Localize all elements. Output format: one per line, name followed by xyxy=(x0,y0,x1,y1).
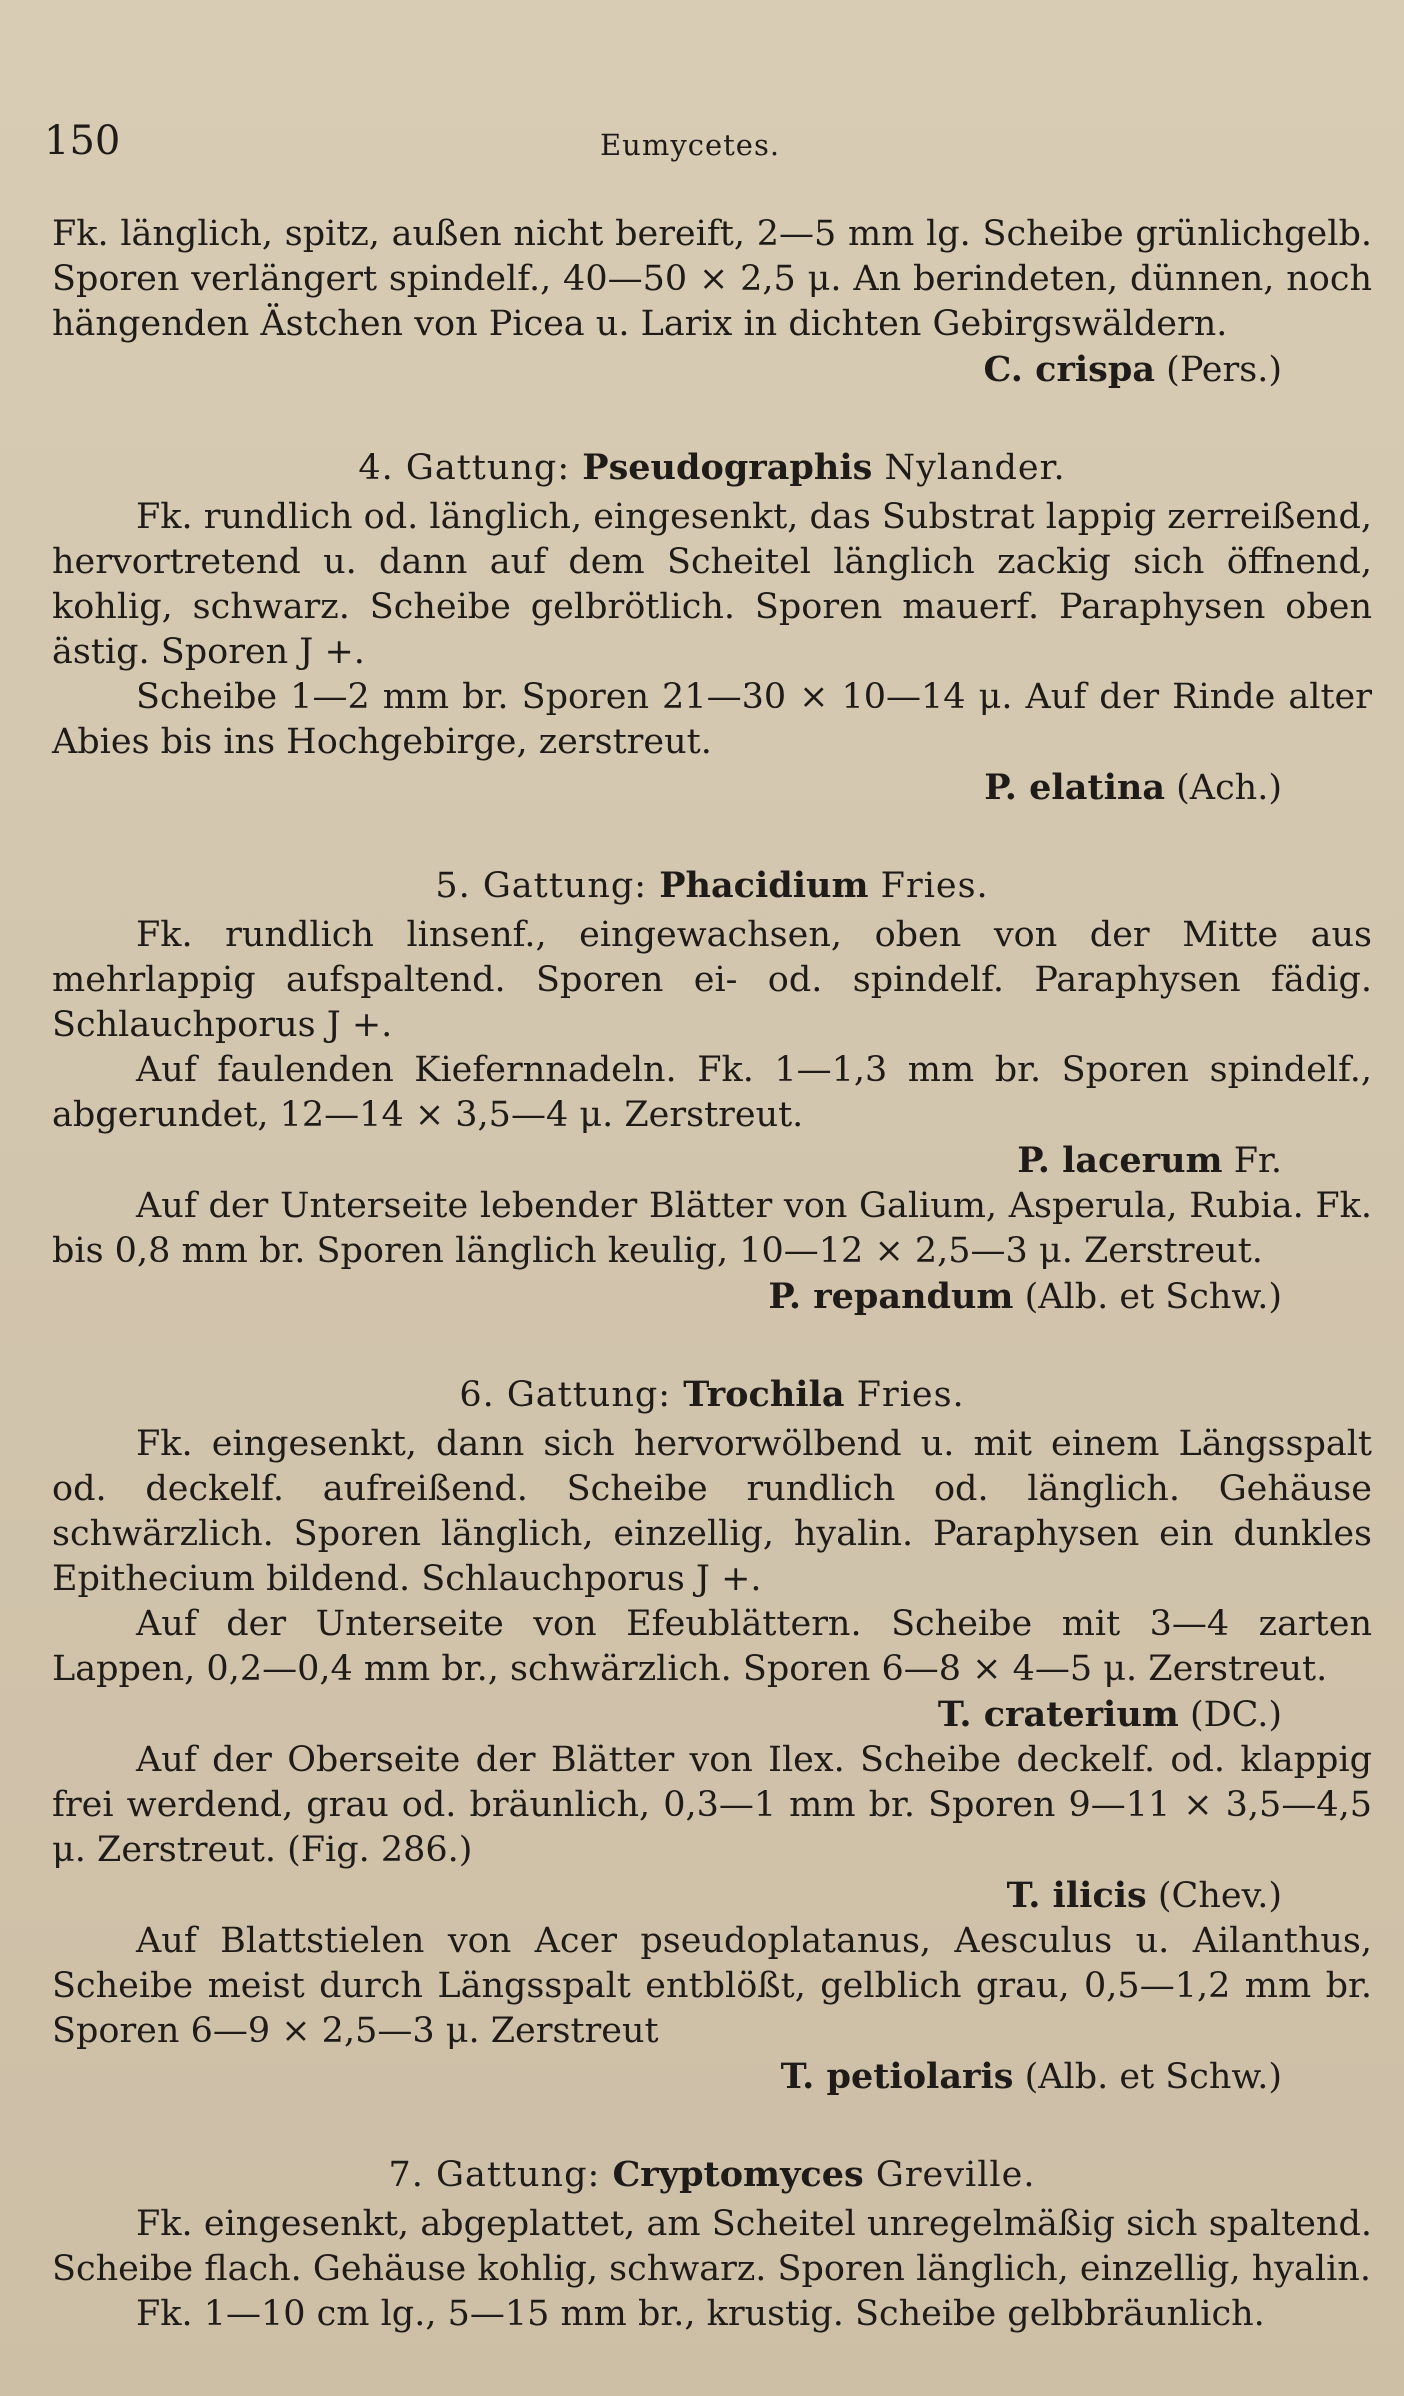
genus-description: Fk. eingesenkt, abgeplattet, am Scheitel unregelmäßig sich spaltend. Scheibe flach. Gehäuse kohlig, schwarz. Sporen länglich, einzellig, hyalin. xyxy=(52,2204,1372,2289)
species-name: P. lacerum xyxy=(1017,1140,1223,1181)
species-entry xyxy=(52,1048,1372,1184)
species-signature xyxy=(52,1692,1372,1738)
species-entry xyxy=(52,1184,1372,1320)
species-entry xyxy=(52,1738,1372,1919)
species-text: Auf Blattstielen von Acer pseudoplatanus, Aesculus u. Ailanthus, Scheibe meist durch Längsspalt entblößt, gelblich grau, 0,5—1,2 mm br. Sporen 6—9 × 2,5—3 μ. Zerstreut xyxy=(52,1921,1372,2051)
species-author: (Pers.) xyxy=(1166,350,1282,390)
species-author: (Alb. et Schw.) xyxy=(1024,2057,1282,2097)
species-text: Auf der Oberseite der Blätter von Ilex. Scheibe deckelf. od. klappig frei werdend, grau od. bräunlich, 0,3—1 mm br. Sporen 9—11 × 3,5—4,5 μ. Zerstreut. (Fig. 286.) xyxy=(52,1740,1372,1870)
genus-heading xyxy=(52,863,1372,909)
species-name: T. craterium xyxy=(937,1694,1179,1735)
species-signature xyxy=(52,1873,1372,1919)
genus-name: Cryptomyces xyxy=(612,2154,864,2195)
genus-description: Fk. rundlich linsenf., eingewachsen, oben von der Mitte aus mehrlappig aufspaltend. Sporen ei- od. spindelf. Paraphysen fädig. Schlauchporus J +. xyxy=(52,915,1372,1045)
species-signature xyxy=(52,1274,1372,1320)
species-signature xyxy=(52,765,1372,811)
species-entry xyxy=(52,675,1372,811)
genus-description: Fk. rundlich od. länglich, eingesenkt, das Substrat lappig zerreißend, hervortretend u. dann auf dem Scheitel länglich zackig sich öffnend, kohlig, schwarz. Scheibe gelbrötlich. Sporen mauerf. Paraphysen oben ästig. Sporen J +. xyxy=(52,497,1372,672)
species-text: Scheibe 1—2 mm br. Sporen 21—30 × 10—14 μ. Auf der Rinde alter Abies bis ins Hochgebirge, zerstreut. xyxy=(52,677,1372,762)
genus-author: Greville. xyxy=(875,2155,1036,2195)
species-text: Auf faulenden Kiefernnadeln. Fk. 1—1,3 mm br. Sporen spindelf., abgerundet, 12—14 × 3,5—4 μ. Zerstreut. xyxy=(52,1050,1372,1135)
page-number: 150 xyxy=(44,118,121,164)
genus-number: 4. Gattung: xyxy=(358,448,571,488)
species-name: P. elatina xyxy=(984,767,1165,808)
species-text: Auf der Unterseite lebender Blätter von Galium, Asperula, Rubia. Fk. bis 0,8 mm br. Sporen länglich keulig, 10—12 × 2,5—3 μ. Zerstreut. xyxy=(52,1186,1372,1271)
genus-author: Fries. xyxy=(856,1375,965,1415)
genus-name: Pseudographis xyxy=(582,447,873,488)
page-header xyxy=(44,118,1344,178)
species-name: T. petiolaris xyxy=(780,2056,1014,2097)
species-name: T. ilicis xyxy=(1006,1875,1147,1916)
species-author: (DC.) xyxy=(1189,1695,1282,1735)
species-entry xyxy=(52,2292,1372,2337)
genus-number: 7. Gattung: xyxy=(388,2155,601,2195)
page-body xyxy=(52,212,1372,2337)
species-author: (Alb. et Schw.) xyxy=(1024,1277,1282,1317)
species-signature xyxy=(52,2054,1372,2100)
species-entry xyxy=(52,1919,1372,2100)
genus-name: Phacidium xyxy=(659,865,869,906)
genus-heading xyxy=(52,2152,1372,2198)
intro-paragraph xyxy=(52,212,1372,393)
genus-number: 5. Gattung: xyxy=(435,866,648,906)
species-signature xyxy=(52,347,1372,393)
genus-number: 6. Gattung: xyxy=(459,1375,672,1415)
species-author: (Ach.) xyxy=(1176,768,1282,808)
species-entry xyxy=(52,1602,1372,1738)
genus-heading xyxy=(52,445,1372,491)
species-name: P. repandum xyxy=(768,1276,1014,1317)
species-author: Fr. xyxy=(1233,1141,1282,1181)
genus-author: Fries. xyxy=(880,866,989,906)
genus-author: Nylander. xyxy=(884,448,1066,488)
species-author: (Chev.) xyxy=(1157,1876,1282,1916)
species-text: Fk. 1—10 cm lg., 5—15 mm br., krustig. Scheibe gelbbräunlich. xyxy=(136,2294,1265,2334)
genus-heading xyxy=(52,1372,1372,1418)
genus-description: Fk. eingesenkt, dann sich hervorwölbend u. mit einem Längsspalt od. deckelf. aufreißend. Scheibe rundlich od. länglich. Gehäuse schwärzlich. Sporen länglich, einzellig, hyalin. Paraphysen ein dunkles Epithecium bildend. Schlauchporus J +. xyxy=(52,1424,1372,1599)
genus-name: Trochila xyxy=(683,1374,845,1415)
intro-text: Fk. länglich, spitz, außen nicht bereift, 2—5 mm lg. Scheibe grünlichgelb. Sporen verlängert spindelf., 40—50 × 2,5 μ. An berindeten, dünnen, noch hängenden Ästchen von Picea u. Larix in dichten Gebirgswäldern. xyxy=(52,214,1372,344)
species-name: C. crispa xyxy=(983,349,1156,390)
running-head: Eumycetes. xyxy=(600,128,781,162)
species-text: Auf der Unterseite von Efeublättern. Scheibe mit 3—4 zarten Lappen, 0,2—0,4 mm br., schwärzlich. Sporen 6—8 × 4—5 μ. Zerstreut. xyxy=(52,1604,1372,1689)
species-signature xyxy=(52,1138,1372,1184)
